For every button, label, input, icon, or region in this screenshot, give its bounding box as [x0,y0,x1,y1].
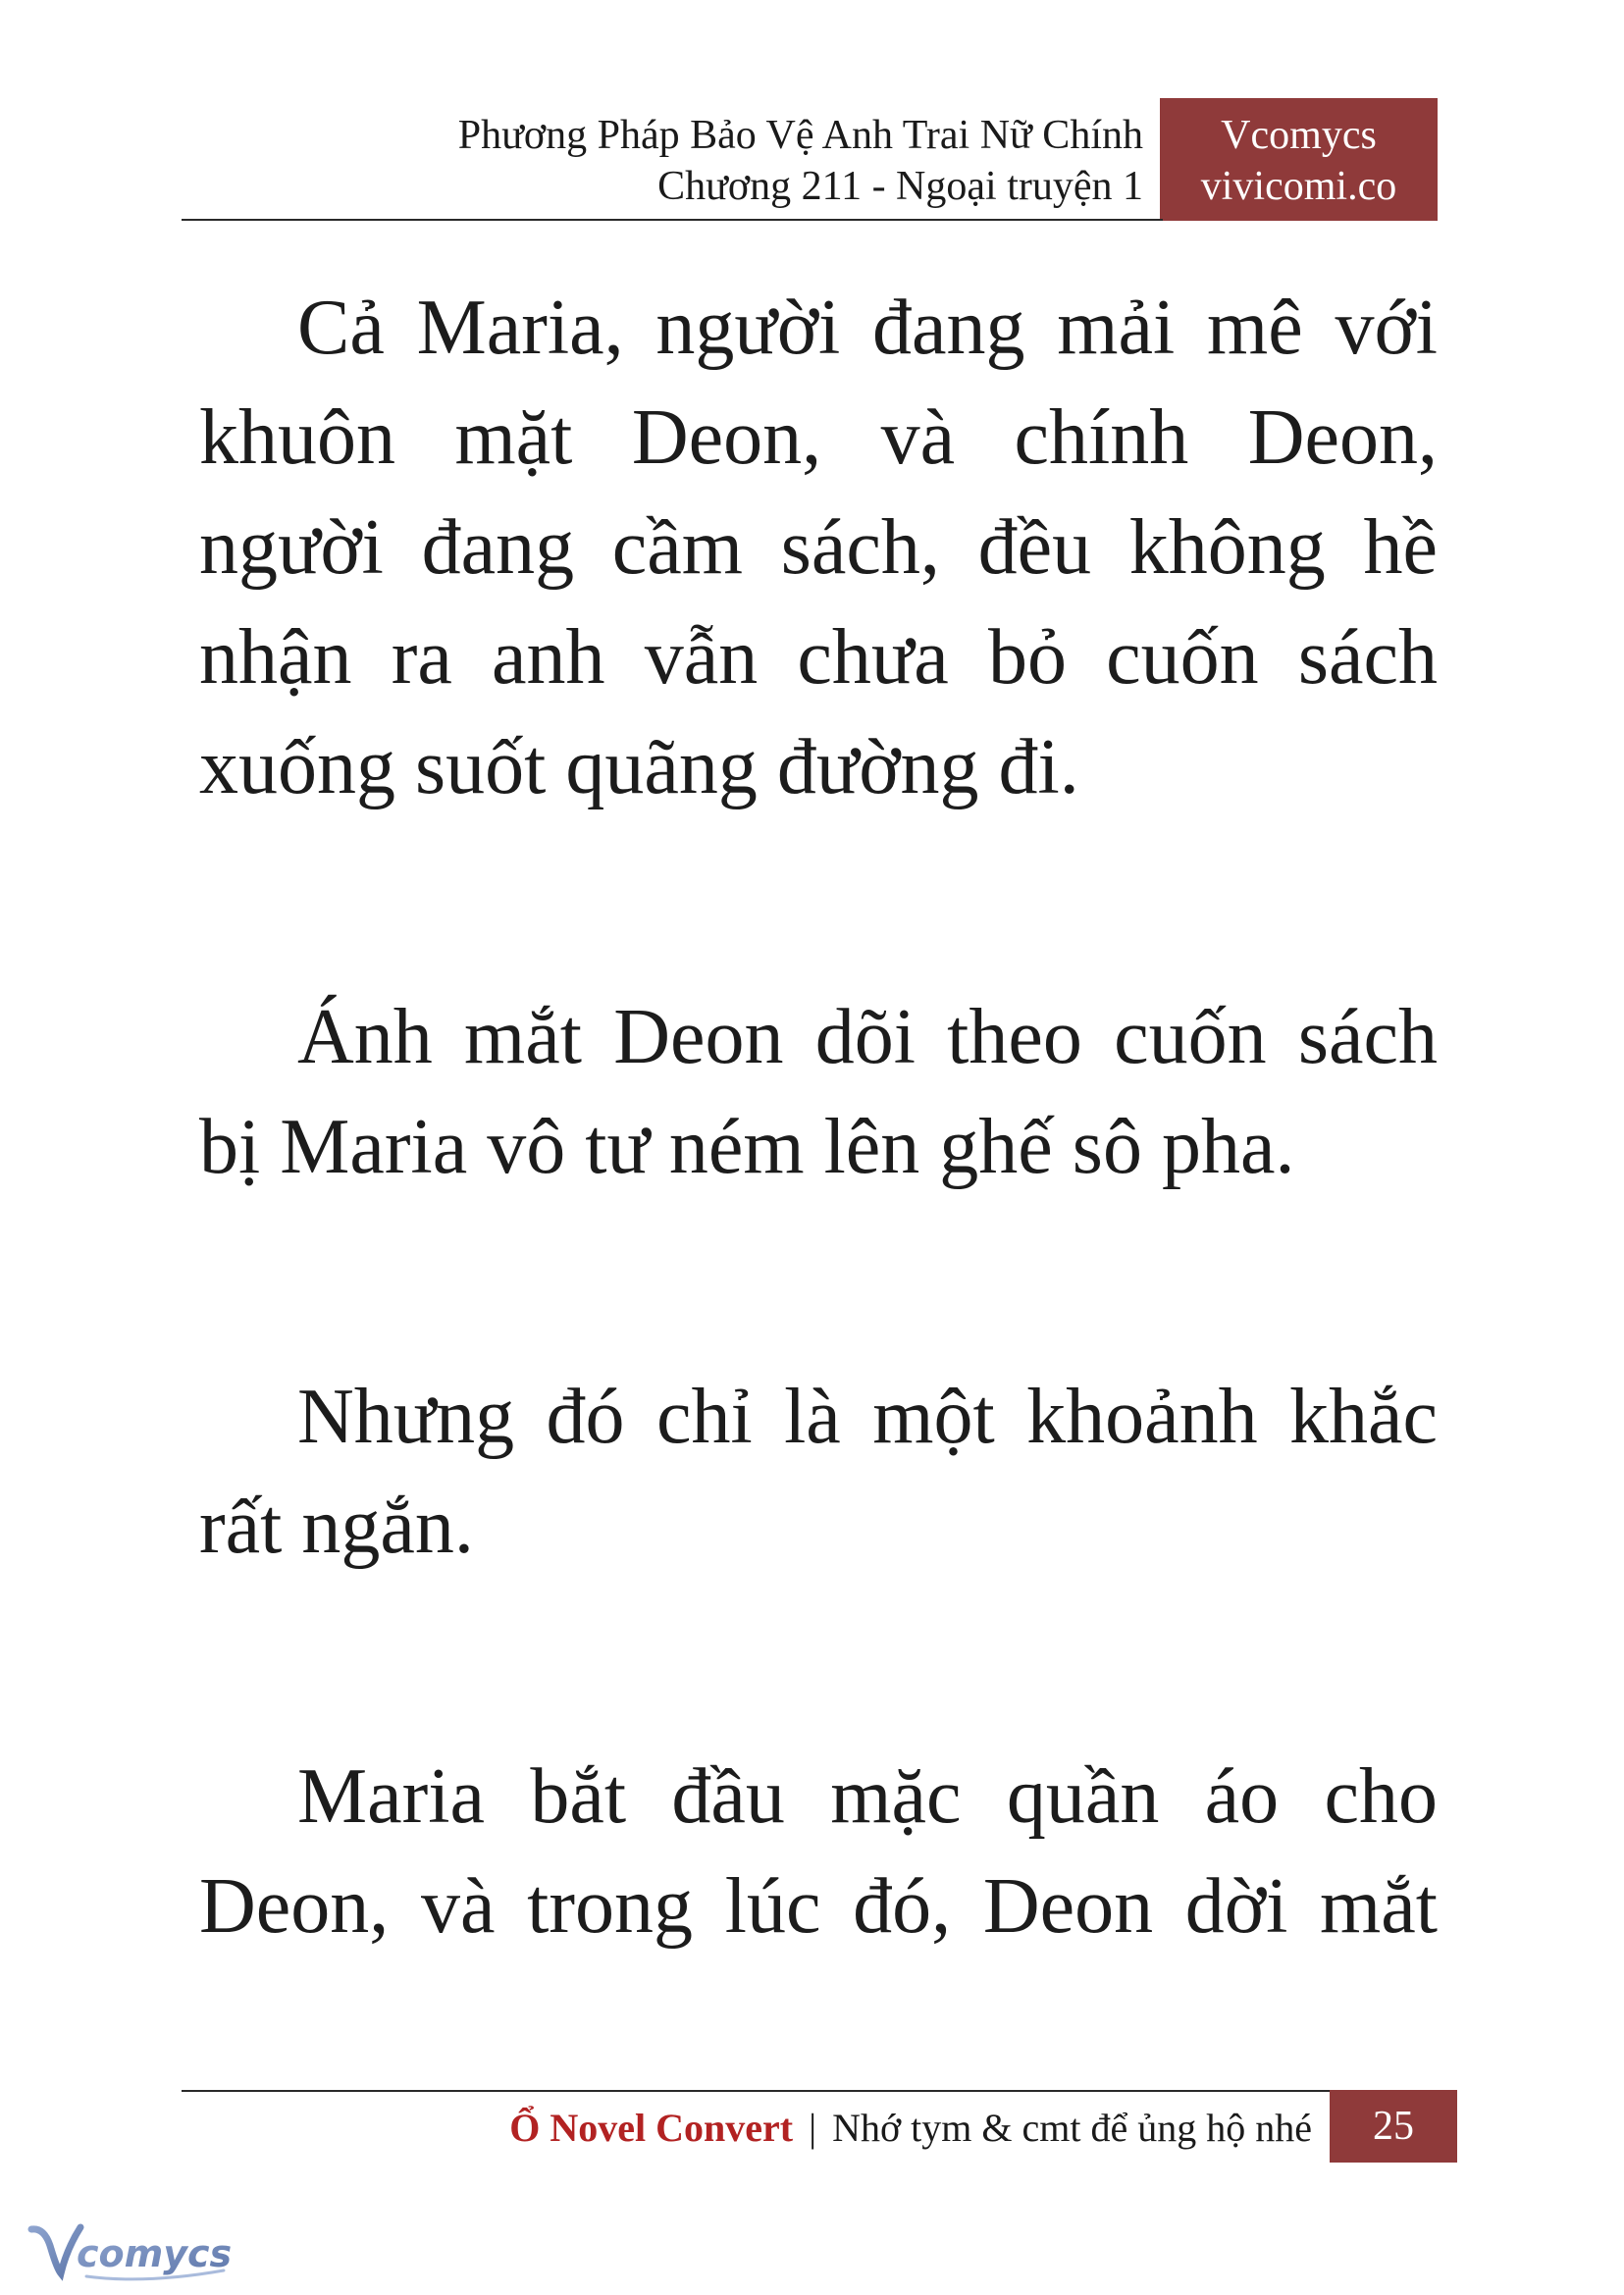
site-url: vivicomi.co [1200,164,1397,209]
page-header [182,98,1438,221]
footer-brand: Ổ Novel Convert [509,2106,794,2150]
header-divider [182,219,1163,221]
book-title: Phương Pháp Bảo Vệ Anh Trai Nữ Chính [457,113,1143,158]
site-badge [1160,98,1438,221]
chapter-title: Chương 211 - Ngoại truyện 1 [657,164,1143,209]
page-number: 25 [1330,2090,1457,2163]
paragraph: Nhưng đó chỉ là một khoảnh khắc rất ngắn. [199,1374,1438,1570]
paragraph: Cả Maria, người đang mải mê với khuôn mặt Deon, và chính Deon, người đang cầm sách, đều không hề nhận ra anh vẫn chưa bỏ cuốn sách xuống suốt quãng đường đi. [199,285,1438,810]
site-name: Vcomycs [1221,113,1377,158]
page-footer [182,2090,1457,2163]
footer-divider [182,2090,1330,2092]
paragraph: Ánh mắt Deon dõi theo cuốn sách bị Maria vô tư ném lên ghế sô pha. [199,994,1438,1190]
vcomycs-logo-watermark [27,2219,253,2288]
paragraph: Maria bắt đầu mặc quần áo cho Deon, và trong lúc đó, Deon dời mắt [199,1753,1438,1950]
footer-message: Nhớ tym & cmt để ủng hộ nhé [832,2106,1312,2150]
svg-text:comycs: comycs [77,2232,233,2275]
footer-separator: | [809,2106,817,2150]
vcomycs-logo-icon [27,2219,253,2288]
chapter-body [199,273,1438,2121]
header-titles [458,110,1143,212]
footer-credit [509,2104,1312,2153]
